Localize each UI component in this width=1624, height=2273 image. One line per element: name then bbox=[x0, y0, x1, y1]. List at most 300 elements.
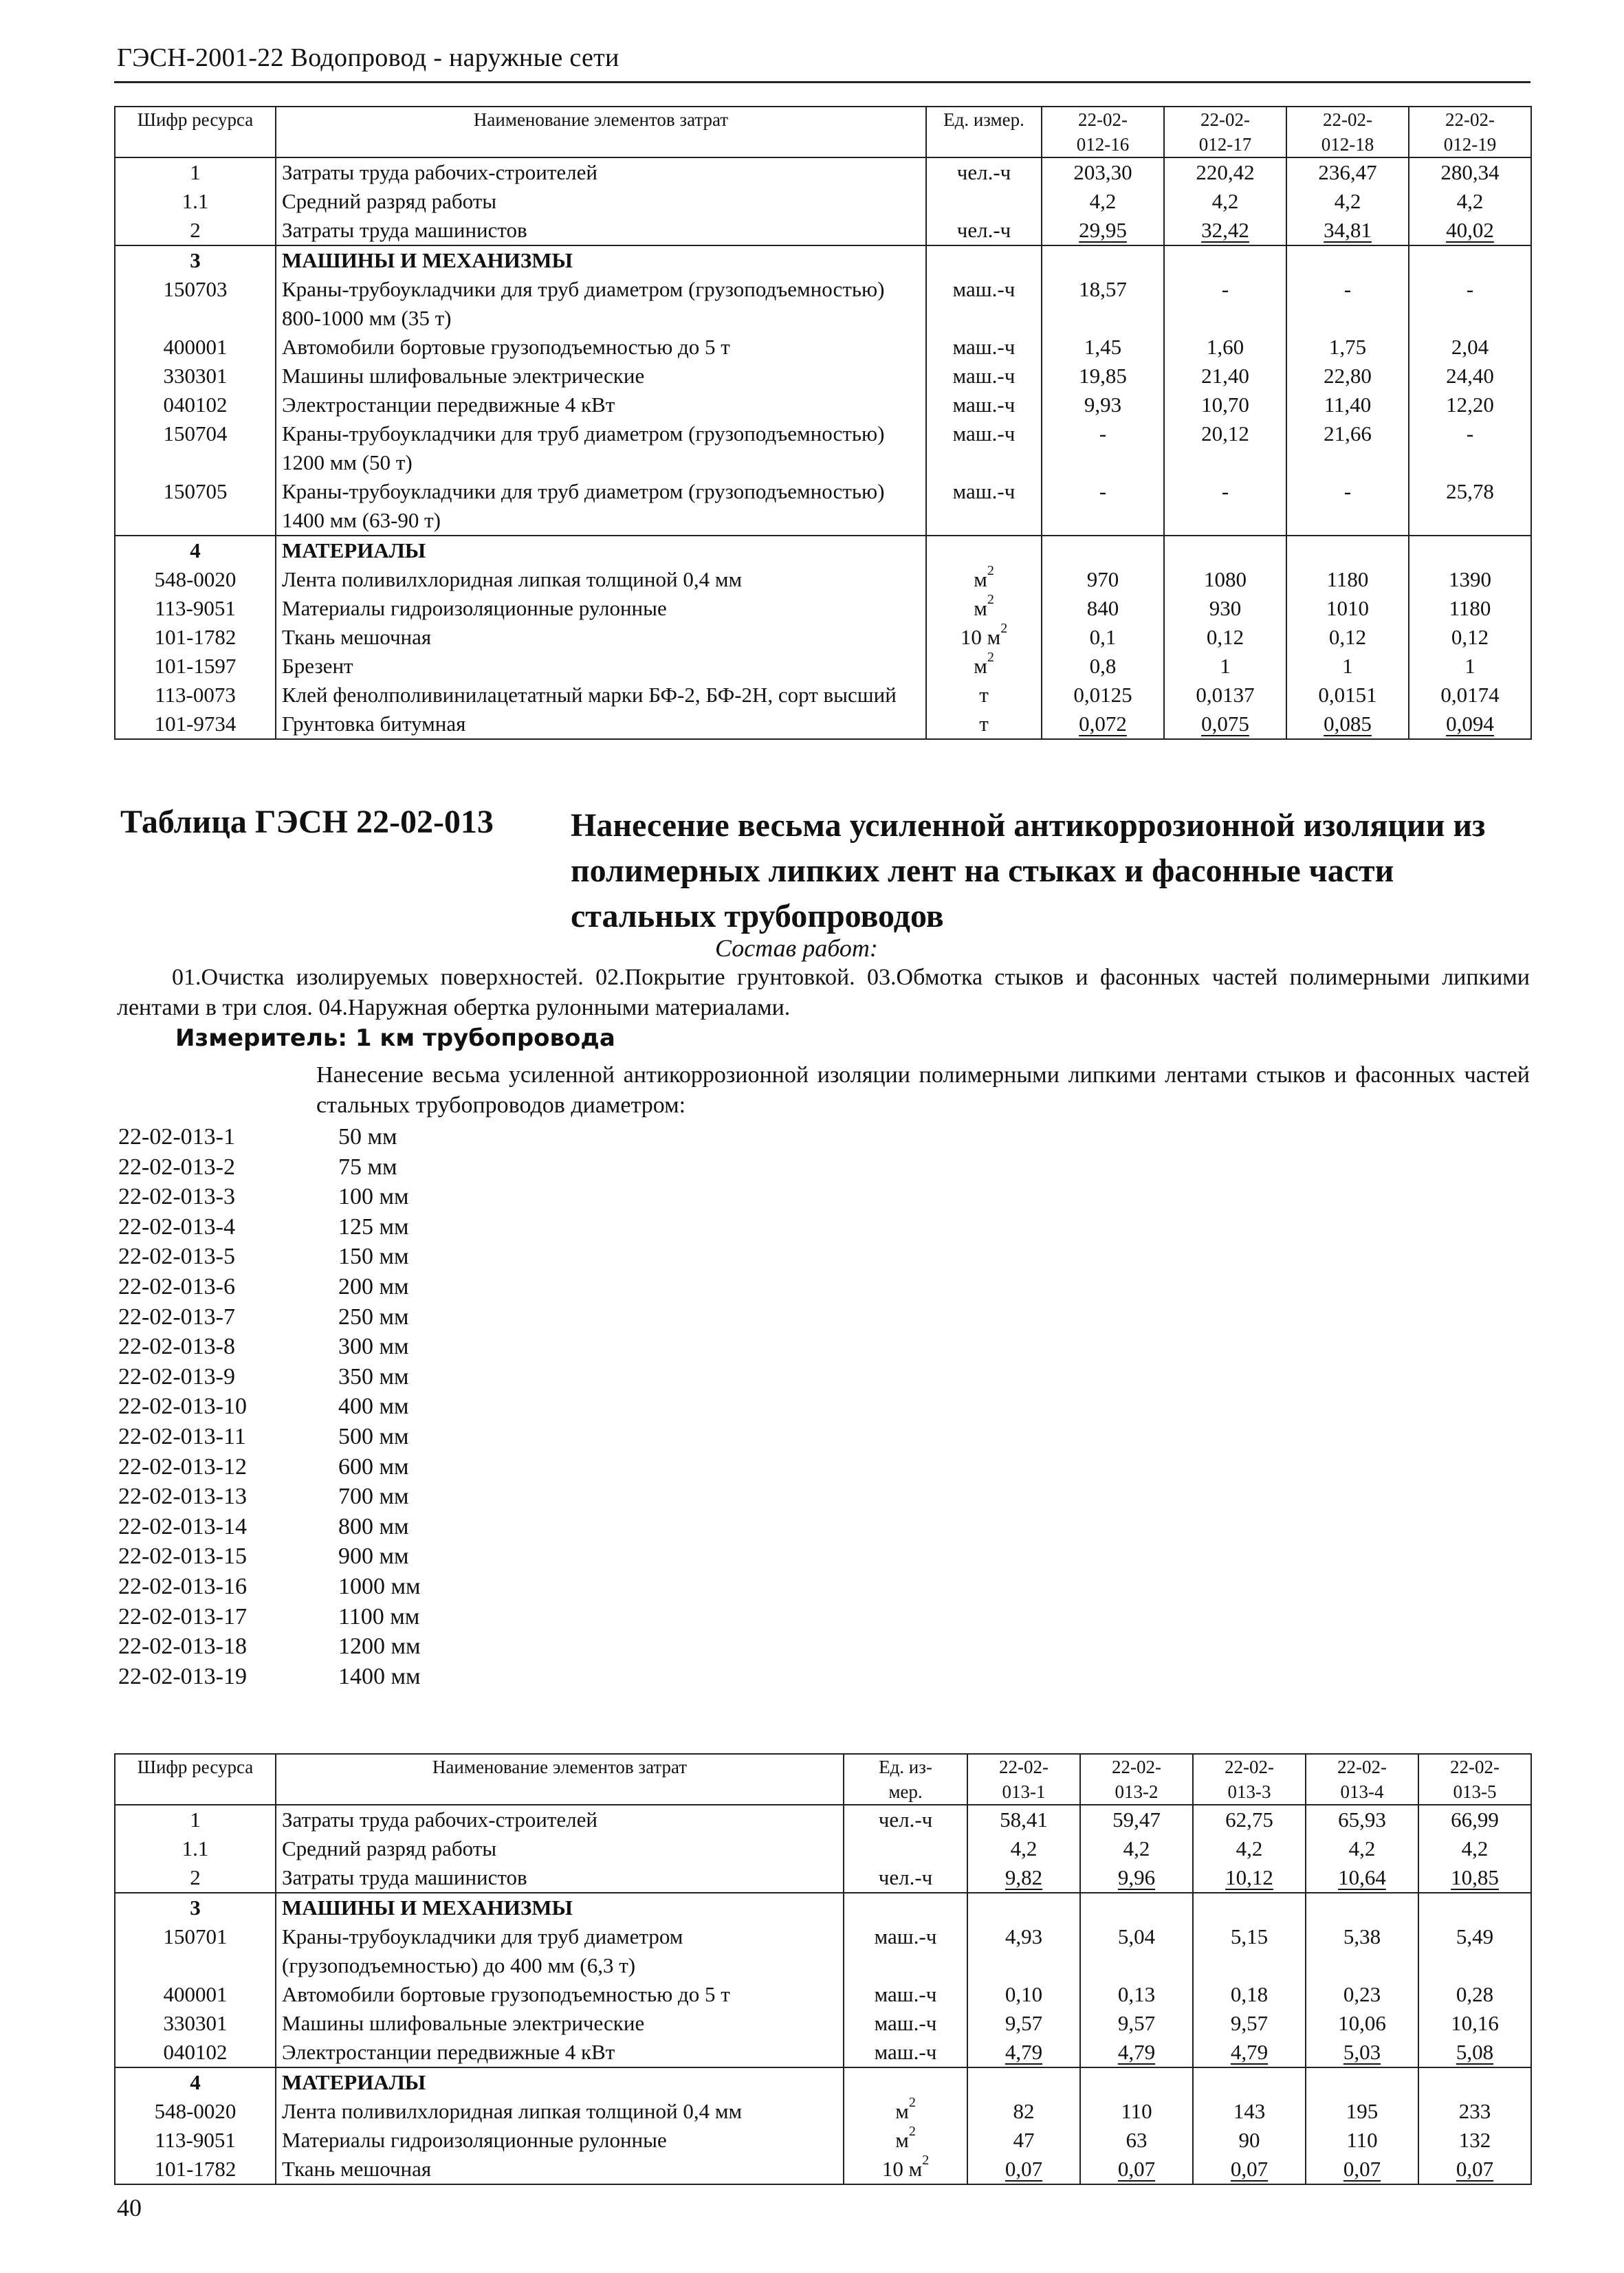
norm-value: 9,82 bbox=[967, 1863, 1080, 1893]
norm-value: 0,0125 bbox=[1042, 681, 1164, 710]
table-row bbox=[115, 477, 1531, 536]
cost-element-name: Затраты труда машинистов bbox=[276, 1863, 844, 1893]
norm-value: 0,0137 bbox=[1164, 681, 1286, 710]
section-row bbox=[115, 245, 1531, 275]
norm-value: 82 bbox=[967, 2097, 1080, 2126]
norm-value: 930 bbox=[1164, 594, 1286, 623]
variant-diameter: 1200 мм bbox=[338, 1634, 421, 1660]
norm-value: 4,2 bbox=[1286, 187, 1409, 216]
norm-value: 19,85 bbox=[1042, 362, 1164, 391]
norm-value: 9,57 bbox=[1193, 2009, 1306, 2038]
table-header-row bbox=[115, 1754, 1531, 1805]
cost-element-name: МАШИНЫ И МЕХАНИЗМЫ bbox=[276, 1893, 844, 1922]
norm-value bbox=[1286, 536, 1409, 565]
unit bbox=[844, 1834, 967, 1863]
variant-row bbox=[118, 1152, 421, 1183]
norm-value: 0,07 bbox=[1306, 2155, 1418, 2184]
unit: 10 $м^2$ bbox=[844, 2155, 967, 2184]
cost-element-name: Машины шлифовальные электрические bbox=[276, 362, 926, 391]
resource-code: 113-9051 bbox=[115, 594, 276, 623]
resource-code: 113-9051 bbox=[115, 2126, 276, 2155]
column-header: Наименование элементов затрат bbox=[276, 1754, 844, 1805]
norm-value: 132 bbox=[1418, 2126, 1531, 2155]
table-row bbox=[115, 275, 1531, 333]
column-header: 22-02- 013-1 bbox=[967, 1754, 1080, 1805]
norm-value bbox=[1164, 536, 1286, 565]
variant-code: 22-02-013-4 bbox=[118, 1214, 235, 1240]
norm-value: 1,75 bbox=[1286, 333, 1409, 362]
norm-value bbox=[1418, 2067, 1531, 2097]
norm-value: 5,03 bbox=[1306, 2038, 1418, 2067]
column-header: 22-02- 013-3 bbox=[1193, 1754, 1306, 1805]
section-row bbox=[115, 2067, 1531, 2097]
norm-value: 4,79 bbox=[1080, 2038, 1193, 2067]
variant-code: 22-02-013-13 bbox=[118, 1484, 247, 1510]
resource-code: 113-0073 bbox=[115, 681, 276, 710]
unit bbox=[844, 2067, 967, 2097]
variant-row bbox=[118, 1541, 421, 1572]
variant-row bbox=[118, 1482, 421, 1512]
unit: чел.-ч bbox=[844, 1863, 967, 1893]
variant-diameter: 600 мм bbox=[338, 1453, 409, 1480]
variants-list bbox=[118, 1122, 421, 1691]
variant-diameter: 500 мм bbox=[338, 1423, 409, 1449]
unit: маш.-ч bbox=[926, 333, 1042, 362]
norm-value: 5,38 bbox=[1306, 1922, 1418, 1980]
norm-value: 1180 bbox=[1286, 565, 1409, 594]
norm-value: 63 bbox=[1080, 2126, 1193, 2155]
column-header: Ед. из- мер. bbox=[844, 1754, 967, 1805]
variant-code: 22-02-013-11 bbox=[118, 1423, 246, 1449]
unit: $м^2$ bbox=[844, 2097, 967, 2126]
table-row bbox=[115, 681, 1531, 710]
variant-code: 22-02-013-9 bbox=[118, 1363, 235, 1390]
resource-code: 101-1782 bbox=[115, 2155, 276, 2184]
norm-value: 47 bbox=[967, 2126, 1080, 2155]
variant-code: 22-02-013-14 bbox=[118, 1513, 247, 1539]
unit: 10 $м^2$ bbox=[926, 623, 1042, 652]
norm-value: 66,99 bbox=[1418, 1805, 1531, 1834]
table-row bbox=[115, 1834, 1531, 1863]
variant-code: 22-02-013-3 bbox=[118, 1184, 235, 1210]
variants-intro: Нанесение весьма усиленной антикоррозионной изоляции полимерными липкими лентами стыков и фасонных частей стальных трубопроводов диаметром: bbox=[316, 1062, 1530, 1118]
norm-value: 0,18 bbox=[1193, 1980, 1306, 2009]
table-row bbox=[115, 2126, 1531, 2155]
cost-element-name: МАТЕРИАЛЫ bbox=[276, 536, 926, 565]
variant-row bbox=[118, 1392, 421, 1422]
table-row bbox=[115, 2009, 1531, 2038]
cost-element-name: Краны-трубоукладчики для труб диаметром (грузоподъемностью) 1200 мм (50 т) bbox=[276, 419, 926, 477]
column-header: 22-02- 013-4 bbox=[1306, 1754, 1418, 1805]
table-row bbox=[115, 652, 1531, 681]
resource-code: 330301 bbox=[115, 362, 276, 391]
cost-element-name: Краны-трубоукладчики для труб диаметром (грузоподъемностью) 1400 мм (63-90 т) bbox=[276, 477, 926, 536]
resource-code: 1.1 bbox=[115, 187, 276, 216]
resource-code: 4 bbox=[115, 536, 276, 565]
column-header: 22-02- 013-2 bbox=[1080, 1754, 1193, 1805]
column-header: 22-02- 013-5 bbox=[1418, 1754, 1531, 1805]
cost-element-name: Брезент bbox=[276, 652, 926, 681]
resource-code: 400001 bbox=[115, 333, 276, 362]
norm-value: 10,12 bbox=[1193, 1863, 1306, 1893]
variant-diameter: 200 мм bbox=[338, 1273, 409, 1299]
norm-value: 840 bbox=[1042, 594, 1164, 623]
resource-code: 2 bbox=[115, 216, 276, 245]
norm-value: 10,70 bbox=[1164, 391, 1286, 419]
table-label: Таблица ГЭСН 22-02-013 bbox=[120, 804, 494, 840]
variant-code: 22-02-013-17 bbox=[118, 1603, 247, 1629]
variant-row bbox=[118, 1512, 421, 1542]
norm-value: 58,41 bbox=[967, 1805, 1080, 1834]
norm-value bbox=[1080, 2067, 1193, 2097]
norm-value: 9,96 bbox=[1080, 1863, 1193, 1893]
variant-diameter: 150 мм bbox=[338, 1244, 409, 1270]
norm-value: 4,2 bbox=[1042, 187, 1164, 216]
variant-code: 22-02-013-12 bbox=[118, 1453, 247, 1480]
norm-value bbox=[1193, 2067, 1306, 2097]
table-row bbox=[115, 1863, 1531, 1893]
unit: маш.-ч bbox=[844, 2038, 967, 2067]
norm-value: 5,04 bbox=[1080, 1922, 1193, 1980]
resource-code: 2 bbox=[115, 1863, 276, 1893]
norm-value: - bbox=[1286, 275, 1409, 333]
table-row bbox=[115, 362, 1531, 391]
table-row bbox=[115, 1980, 1531, 2009]
variant-code: 22-02-013-8 bbox=[118, 1334, 235, 1360]
norm-value: 4,2 bbox=[1164, 187, 1286, 216]
norm-value: 20,12 bbox=[1164, 419, 1286, 477]
norm-value: 18,57 bbox=[1042, 275, 1164, 333]
variant-diameter: 1000 мм bbox=[338, 1573, 421, 1599]
norm-value: 0,13 bbox=[1080, 1980, 1193, 2009]
table-row bbox=[115, 710, 1531, 739]
page-number: 40 bbox=[117, 2194, 142, 2221]
table-row bbox=[115, 2155, 1531, 2184]
norm-value: 59,47 bbox=[1080, 1805, 1193, 1834]
variant-code: 22-02-013-1 bbox=[118, 1124, 235, 1150]
column-header: Ед. измер. bbox=[926, 107, 1042, 157]
norm-value: 4,93 bbox=[967, 1922, 1080, 1980]
unit: чел.-ч bbox=[926, 157, 1042, 187]
unit: $м^2$ bbox=[926, 594, 1042, 623]
variant-diameter: 300 мм bbox=[338, 1334, 409, 1360]
norm-value: 4,2 bbox=[1080, 1834, 1193, 1863]
resource-code: 1 bbox=[115, 1805, 276, 1834]
cost-element-name: Грунтовка битумная bbox=[276, 710, 926, 739]
unit: маш.-ч bbox=[926, 391, 1042, 419]
table-row bbox=[115, 187, 1531, 216]
norm-value: 0,10 bbox=[967, 1980, 1080, 2009]
resource-table-012 bbox=[114, 106, 1532, 740]
norm-value: 0,07 bbox=[967, 2155, 1080, 2184]
variant-diameter: 900 мм bbox=[338, 1544, 409, 1570]
column-header: Шифр ресурса bbox=[115, 107, 276, 157]
norm-value: - bbox=[1042, 419, 1164, 477]
resource-code: 3 bbox=[115, 245, 276, 275]
cost-element-name: Ткань мешочная bbox=[276, 623, 926, 652]
norm-value: 12,20 bbox=[1409, 391, 1531, 419]
variant-code: 22-02-013-16 bbox=[118, 1573, 247, 1599]
resource-code: 101-1597 bbox=[115, 652, 276, 681]
norm-value: 0,085 bbox=[1286, 710, 1409, 739]
resource-code: 1 bbox=[115, 157, 276, 187]
resource-code: 040102 bbox=[115, 2038, 276, 2067]
column-header: 22-02- 012-19 bbox=[1409, 107, 1531, 157]
resource-code: 150704 bbox=[115, 419, 276, 477]
table-row bbox=[115, 333, 1531, 362]
norm-value bbox=[967, 2067, 1080, 2097]
variant-row bbox=[118, 1242, 421, 1272]
norm-value: 40,02 bbox=[1409, 216, 1531, 245]
resource-code: 1.1 bbox=[115, 1834, 276, 1863]
norm-value: 32,42 bbox=[1164, 216, 1286, 245]
norm-value: - bbox=[1042, 477, 1164, 536]
norm-value bbox=[1306, 1893, 1418, 1922]
norm-value: 0,072 bbox=[1042, 710, 1164, 739]
norm-value: 10,16 bbox=[1418, 2009, 1531, 2038]
norm-value: 0,28 bbox=[1418, 1980, 1531, 2009]
running-header: ГЭСН-2001-22 Водопровод - наружные сети bbox=[117, 43, 619, 72]
norm-value: 0,23 bbox=[1306, 1980, 1418, 2009]
norm-value bbox=[1286, 245, 1409, 275]
norm-value: 24,40 bbox=[1409, 362, 1531, 391]
norm-value: 0,07 bbox=[1418, 2155, 1531, 2184]
resource-code: 150703 bbox=[115, 275, 276, 333]
column-header: 22-02- 012-17 bbox=[1164, 107, 1286, 157]
table-row bbox=[115, 565, 1531, 594]
resource-table-013 bbox=[114, 1753, 1532, 2185]
variant-diameter: 100 мм bbox=[338, 1184, 409, 1210]
norm-value: 4,2 bbox=[1306, 1834, 1418, 1863]
unit bbox=[926, 187, 1042, 216]
column-header: Шифр ресурса bbox=[115, 1754, 276, 1805]
norm-value: 1080 bbox=[1164, 565, 1286, 594]
unit: маш.-ч bbox=[926, 419, 1042, 477]
norm-value: 143 bbox=[1193, 2097, 1306, 2126]
norm-value: 280,34 bbox=[1409, 157, 1531, 187]
variant-diameter: 1100 мм bbox=[338, 1603, 420, 1629]
norm-value: 9,57 bbox=[1080, 2009, 1193, 2038]
norm-value bbox=[1042, 245, 1164, 275]
norm-value: 90 bbox=[1193, 2126, 1306, 2155]
resource-code: 040102 bbox=[115, 391, 276, 419]
cost-element-name: Автомобили бортовые грузоподъемностью до 5 т bbox=[276, 333, 926, 362]
norm-value: 10,06 bbox=[1306, 2009, 1418, 2038]
norm-value: 0,0174 bbox=[1409, 681, 1531, 710]
table-row bbox=[115, 157, 1531, 187]
resource-code: 101-9734 bbox=[115, 710, 276, 739]
norm-value: 1 bbox=[1164, 652, 1286, 681]
norm-value: - bbox=[1286, 477, 1409, 536]
norm-value: 233 bbox=[1418, 2097, 1531, 2126]
norm-value: 1010 bbox=[1286, 594, 1409, 623]
norm-value: - bbox=[1409, 419, 1531, 477]
norm-value: 236,47 bbox=[1286, 157, 1409, 187]
cost-element-name: Затраты труда машинистов bbox=[276, 216, 926, 245]
column-header: 22-02- 012-18 bbox=[1286, 107, 1409, 157]
variant-row bbox=[118, 1122, 421, 1152]
norm-value: 220,42 bbox=[1164, 157, 1286, 187]
cost-element-name: Средний разряд работы bbox=[276, 187, 926, 216]
norm-value: - bbox=[1164, 275, 1286, 333]
table-heading: Нанесение весьма усиленной антикоррозионной изоляции из полимерных липких лент на стыках и фасонные части стальных трубопроводов bbox=[571, 807, 1486, 934]
variant-diameter: 800 мм bbox=[338, 1513, 409, 1539]
norm-value: 4,2 bbox=[1418, 1834, 1531, 1863]
variant-code: 22-02-013-10 bbox=[118, 1394, 247, 1420]
variant-row bbox=[118, 1272, 421, 1302]
variant-row bbox=[118, 1632, 421, 1662]
unit: маш.-ч bbox=[844, 2009, 967, 2038]
cost-element-name: МАТЕРИАЛЫ bbox=[276, 2067, 844, 2097]
cost-element-name: Машины шлифовальные электрические bbox=[276, 2009, 844, 2038]
variant-row bbox=[118, 1422, 421, 1452]
cost-element-name: Автомобили бортовые грузоподъемностью до 5 т bbox=[276, 1980, 844, 2009]
resource-code: 548-0020 bbox=[115, 565, 276, 594]
norm-value: 5,15 bbox=[1193, 1922, 1306, 1980]
unit: маш.-ч bbox=[926, 362, 1042, 391]
variant-row bbox=[118, 1332, 421, 1362]
cost-element-name: Материалы гидроизоляционные рулонные bbox=[276, 594, 926, 623]
resource-code: 150701 bbox=[115, 1922, 276, 1980]
norm-value: 4,2 bbox=[1409, 187, 1531, 216]
norm-value: 0,07 bbox=[1193, 2155, 1306, 2184]
norm-value bbox=[1409, 536, 1531, 565]
variant-row bbox=[118, 1182, 421, 1212]
variant-diameter: 700 мм bbox=[338, 1484, 409, 1510]
variant-row bbox=[118, 1302, 421, 1332]
table-row bbox=[115, 1922, 1531, 1980]
unit: маш.-ч bbox=[926, 477, 1042, 536]
unit: $м^2$ bbox=[926, 652, 1042, 681]
norm-value: 10,85 bbox=[1418, 1863, 1531, 1893]
composition-label: Состав работ: bbox=[715, 934, 878, 962]
resource-code: 150705 bbox=[115, 477, 276, 536]
norm-value: 25,78 bbox=[1409, 477, 1531, 536]
table-row bbox=[115, 419, 1531, 477]
cost-element-name: Клей фенолполивинилацетатный марки БФ-2, БФ-2Н, сорт высший bbox=[276, 681, 926, 710]
variant-diameter: 50 мм bbox=[338, 1124, 397, 1150]
norm-value: 4,79 bbox=[967, 2038, 1080, 2067]
resource-code: 4 bbox=[115, 2067, 276, 2097]
norm-value: 5,49 bbox=[1418, 1922, 1531, 1980]
norm-value: 110 bbox=[1306, 2126, 1418, 2155]
table-row bbox=[115, 623, 1531, 652]
norm-value: 0,12 bbox=[1409, 623, 1531, 652]
table-row bbox=[115, 2038, 1531, 2067]
norm-value bbox=[1418, 1893, 1531, 1922]
variant-diameter: 250 мм bbox=[338, 1304, 409, 1330]
unit: т bbox=[926, 710, 1042, 739]
variant-code: 22-02-013-6 bbox=[118, 1273, 235, 1299]
variant-code: 22-02-013-15 bbox=[118, 1544, 247, 1570]
norm-value: 0,094 bbox=[1409, 710, 1531, 739]
cost-element-name: Материалы гидроизоляционные рулонные bbox=[276, 2126, 844, 2155]
resource-code: 3 bbox=[115, 1893, 276, 1922]
variant-diameter: 125 мм bbox=[338, 1214, 409, 1240]
norm-value: 9,93 bbox=[1042, 391, 1164, 419]
column-header: Наименование элементов затрат bbox=[276, 107, 926, 157]
norm-value: 21,40 bbox=[1164, 362, 1286, 391]
norm-value: 9,57 bbox=[967, 2009, 1080, 2038]
unit: маш.-ч bbox=[844, 1980, 967, 2009]
cost-element-name: Электростанции передвижные 4 кВт bbox=[276, 2038, 844, 2067]
norm-value: 1 bbox=[1286, 652, 1409, 681]
section-row bbox=[115, 536, 1531, 565]
variant-code: 22-02-013-18 bbox=[118, 1634, 247, 1660]
unit bbox=[844, 1893, 967, 1922]
norm-value: 0,075 bbox=[1164, 710, 1286, 739]
variant-row bbox=[118, 1212, 421, 1242]
resource-code: 330301 bbox=[115, 2009, 276, 2038]
table-row bbox=[115, 216, 1531, 245]
unit: маш.-ч bbox=[844, 1922, 967, 1980]
norm-value: 110 bbox=[1080, 2097, 1193, 2126]
variant-diameter: 400 мм bbox=[338, 1394, 409, 1420]
header-rule bbox=[114, 81, 1530, 83]
norm-value: 34,81 bbox=[1286, 216, 1409, 245]
norm-value: 0,0151 bbox=[1286, 681, 1409, 710]
composition-text: 01.Очистка изолируемых поверхностей. 02.Покрытие грунтовкой. 03.Обмотка стыков и фасонных частей полимерными липкими лентами в три слоя. 04.Наружная обертка рулонными материалами. bbox=[117, 965, 1530, 1020]
cost-element-name: Краны-трубоукладчики для труб диаметром (грузоподъемностью) 800-1000 мм (35 т) bbox=[276, 275, 926, 333]
norm-value bbox=[1164, 245, 1286, 275]
norm-value bbox=[1306, 2067, 1418, 2097]
variant-diameter: 1400 мм bbox=[338, 1663, 421, 1689]
variant-diameter: 350 мм bbox=[338, 1363, 409, 1390]
norm-value bbox=[1080, 1893, 1193, 1922]
norm-value: 195 bbox=[1306, 2097, 1418, 2126]
cost-element-name: МАШИНЫ И МЕХАНИЗМЫ bbox=[276, 245, 926, 275]
norm-value: 1180 bbox=[1409, 594, 1531, 623]
section-row bbox=[115, 1893, 1531, 1922]
norm-value: 29,95 bbox=[1042, 216, 1164, 245]
table-row bbox=[115, 1805, 1531, 1834]
norm-value: 1,45 bbox=[1042, 333, 1164, 362]
column-header: 22-02- 012-16 bbox=[1042, 107, 1164, 157]
table-row bbox=[115, 2097, 1531, 2126]
cost-element-name: Лента поливилхлоридная липкая толщиной 0,4 мм bbox=[276, 565, 926, 594]
norm-value: 21,66 bbox=[1286, 419, 1409, 477]
norm-value: 4,2 bbox=[967, 1834, 1080, 1863]
norm-value: 65,93 bbox=[1306, 1805, 1418, 1834]
norm-value bbox=[967, 1893, 1080, 1922]
norm-value: 0,12 bbox=[1286, 623, 1409, 652]
norm-value: 1,60 bbox=[1164, 333, 1286, 362]
unit: $м^2$ bbox=[926, 565, 1042, 594]
table-row bbox=[115, 594, 1531, 623]
norm-value: - bbox=[1164, 477, 1286, 536]
norm-value: 62,75 bbox=[1193, 1805, 1306, 1834]
norm-value: 0,1 bbox=[1042, 623, 1164, 652]
variant-diameter: 75 мм bbox=[338, 1154, 397, 1180]
norm-value bbox=[1409, 245, 1531, 275]
cost-element-name: Затраты труда рабочих-строителей bbox=[276, 157, 926, 187]
unit: маш.-ч bbox=[926, 275, 1042, 333]
variant-row bbox=[118, 1452, 421, 1482]
resource-code: 101-1782 bbox=[115, 623, 276, 652]
norm-value: 5,08 bbox=[1418, 2038, 1531, 2067]
norm-value: 0,12 bbox=[1164, 623, 1286, 652]
norm-value: 0,07 bbox=[1080, 2155, 1193, 2184]
norm-value: 11,40 bbox=[1286, 391, 1409, 419]
cost-element-name: Ткань мешочная bbox=[276, 2155, 844, 2184]
norm-value: 1390 bbox=[1409, 565, 1531, 594]
cost-element-name: Электростанции передвижные 4 кВт bbox=[276, 391, 926, 419]
unit: $м^2$ bbox=[844, 2126, 967, 2155]
cost-element-name: Затраты труда рабочих-строителей bbox=[276, 1805, 844, 1834]
norm-value: 4,79 bbox=[1193, 2038, 1306, 2067]
variant-row bbox=[118, 1362, 421, 1392]
norm-value: 203,30 bbox=[1042, 157, 1164, 187]
